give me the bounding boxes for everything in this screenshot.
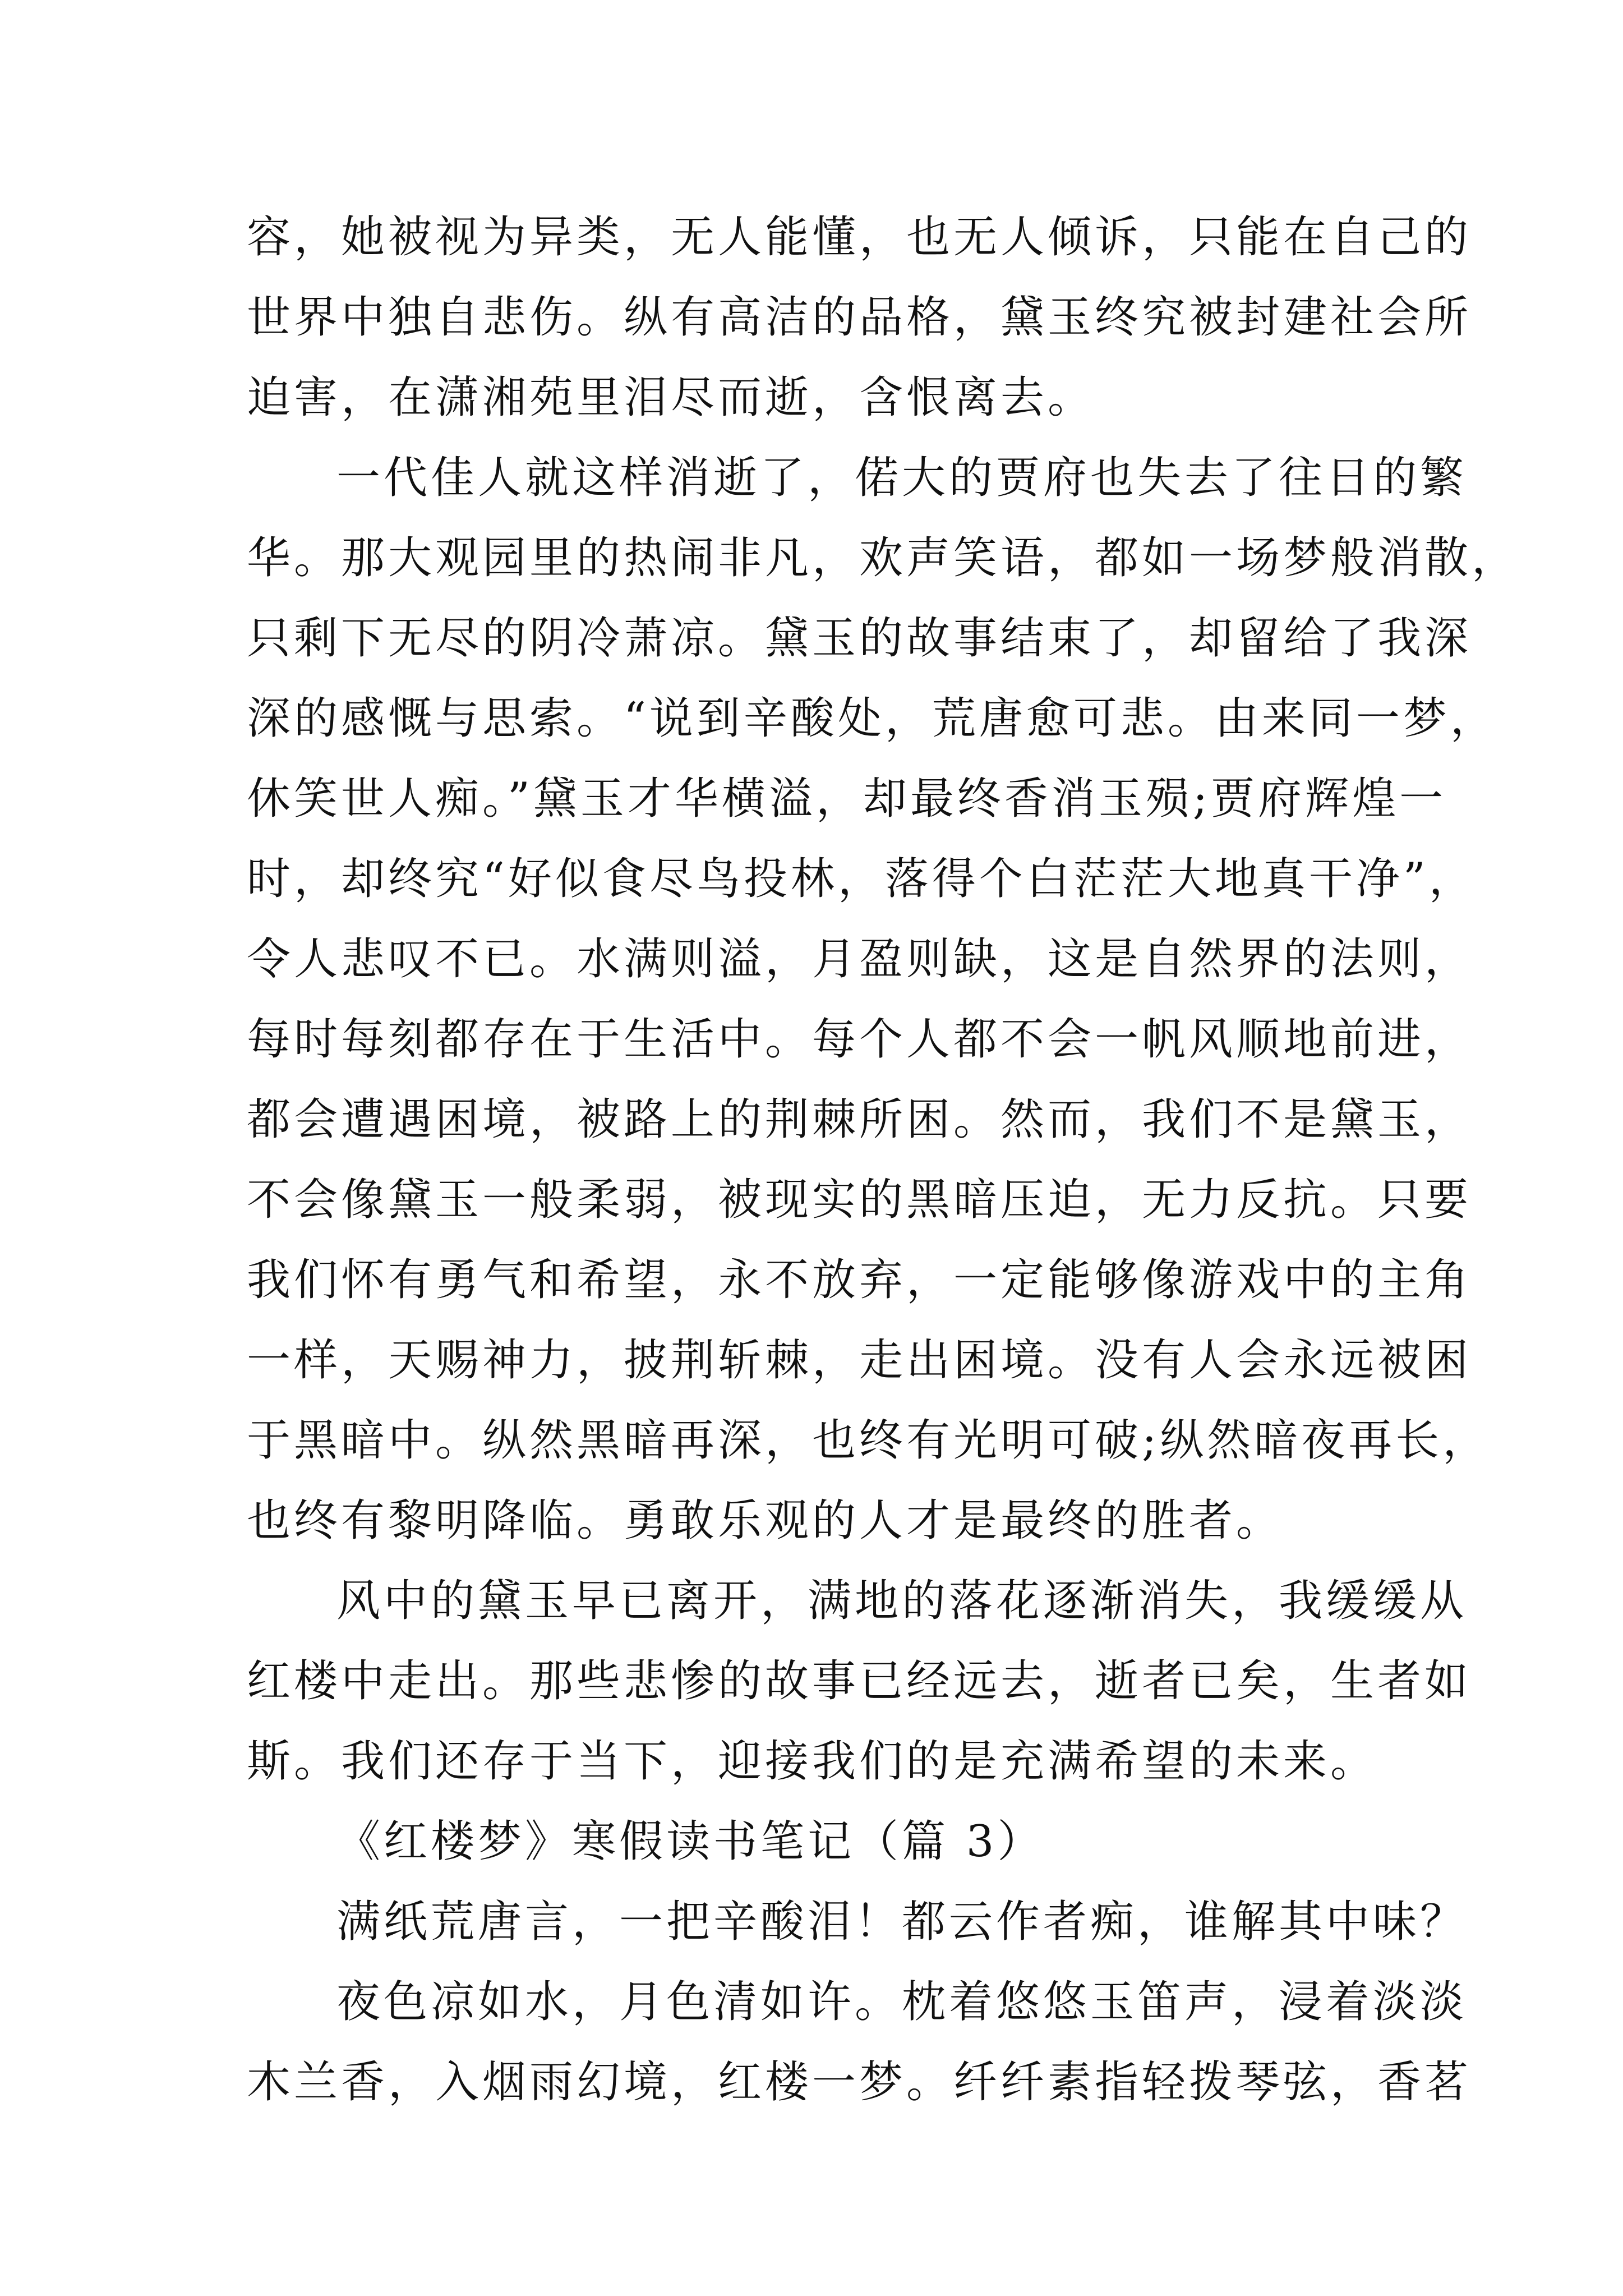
text-line: 都会遭遇困境，被路上的荆棘所困。然而，我们不是黛玉， [247,1094,1472,1145]
text-line: 每时每刻都存在于生活中。每个人都不会一帆风顺地前进， [247,1014,1472,1065]
text-line: 休笑世人痴。”黛玉才华横溢，却最终香消玉殒;贾府辉煌一 [247,774,1447,824]
paragraph-start-line: 满纸荒唐言，一把辛酸泪！都云作者痴，谁解其中味？ [336,1897,1468,1947]
text-line: 世界中独自悲伤。纵有高洁的品格，黛玉终究被封建社会所 [247,292,1472,343]
text-line: 时，却终究“好似食尽鸟投林，落得个白茫茫大地真干净”， [247,854,1476,904]
text-line: 也终有黎明降临。勇敢乐观的人才是最终的胜者。 [247,1496,1284,1546]
text-line: 迫害，在潇湘苑里泪尽而逝，含恨离去。 [247,372,1095,423]
paragraph-start-line: 夜色凉如水，月色清如许。枕着悠悠玉笛声，浸着淡淡 [336,1977,1468,2027]
text-line: 木兰香，入烟雨幻境，红楼一梦。纤纤素指轻拨琴弦，香茗 [247,2057,1472,2108]
text-line: 斯。我们还存于当下，迎接我们的是充满希望的未来。 [247,1736,1378,1787]
text-line: 深的感慨与思索。“说到辛酸处，荒唐愈可悲。由来同一梦， [247,693,1497,744]
text-line: 我们怀有勇气和希望，永不放弃，一定能够像游戏中的主角 [247,1255,1472,1305]
section-title: 《红楼梦》寒假读书笔记（篇 3） [336,1816,1045,1867]
text-line: 容，她被视为异类，无人能懂，也无人倾诉，只能在自己的 [247,212,1472,263]
text-line: 红楼中走出。那些悲惨的故事已经远去，逝者已矣，生者如 [247,1656,1472,1706]
body-text [247,197,1519,2123]
text-line: 于黑暗中。纵然黑暗再深，也终有光明可破;纵然暗夜再长， [247,1415,1490,1466]
text-line: 不会像黛玉一般柔弱，被现实的黑暗压迫，无力反抗。只要 [247,1175,1472,1225]
text-line: 华。那大观园里的热闹非凡，欢声笑语，都如一场梦般消散， [247,533,1519,583]
text-line: 只剩下无尽的阴冷萧凉。黛玉的故事结束了，却留给了我深 [247,613,1472,664]
text-line: 令人悲叹不已。水满则溢，月盈则缺，这是自然界的法则， [247,934,1472,984]
paragraph-start-line: 一代佳人就这样消逝了，偌大的贾府也失去了往日的繁 [336,453,1468,503]
paragraph-start-line: 风中的黛玉早已离开，满地的落花逐渐消失，我缓缓从 [336,1576,1468,1626]
text-line: 一样，天赐神力，披荆斩棘，走出困境。没有人会永远被困 [247,1335,1472,1386]
